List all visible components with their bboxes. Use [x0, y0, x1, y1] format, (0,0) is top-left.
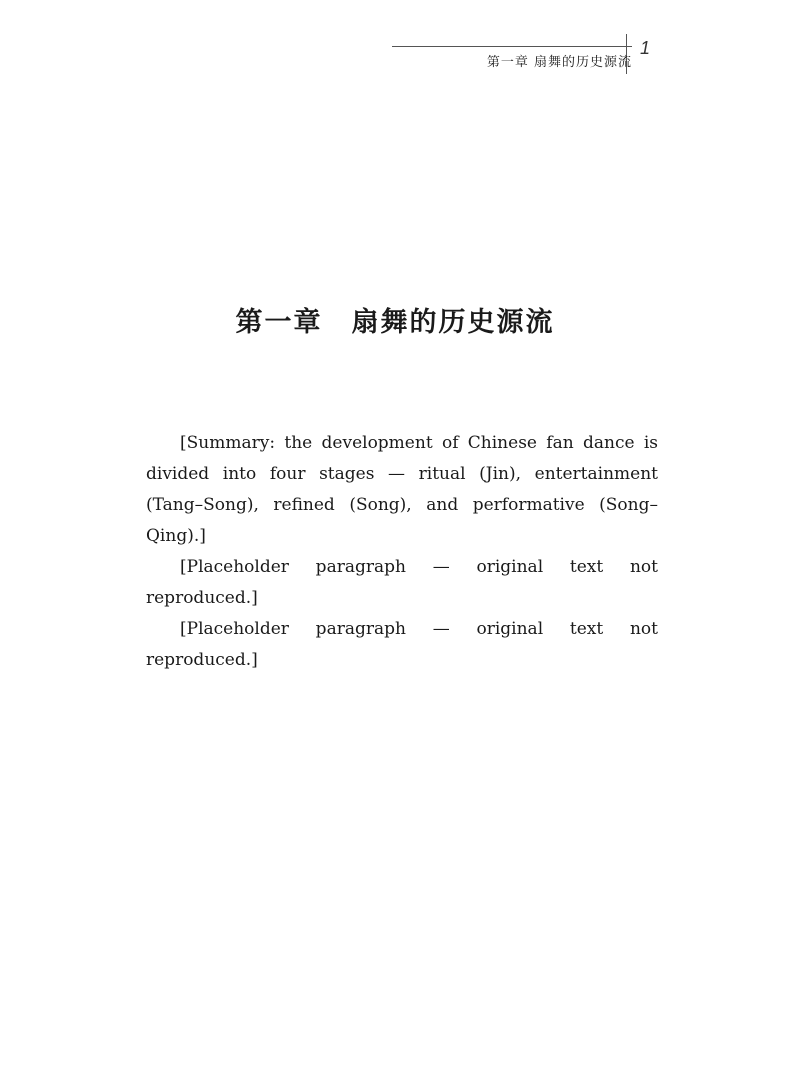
page-number: 1: [640, 38, 651, 58]
paragraph: [Summary: the development of Chinese fan dance is divided into four stages — ritual (Jin), entertainment (Tang–Song), refined (Song), and performative (Song–Qing).]: [146, 433, 658, 546]
chapter-title: 第一章 扇舞的历史源流: [235, 307, 555, 339]
running-head: 第一章 扇舞的历史源流: [392, 46, 632, 70]
paragraph: [Placeholder paragraph — original text not reproduced.]: [146, 557, 658, 608]
body-text: [146, 428, 658, 676]
paragraph: [Placeholder paragraph — original text not reproduced.]: [146, 619, 658, 670]
